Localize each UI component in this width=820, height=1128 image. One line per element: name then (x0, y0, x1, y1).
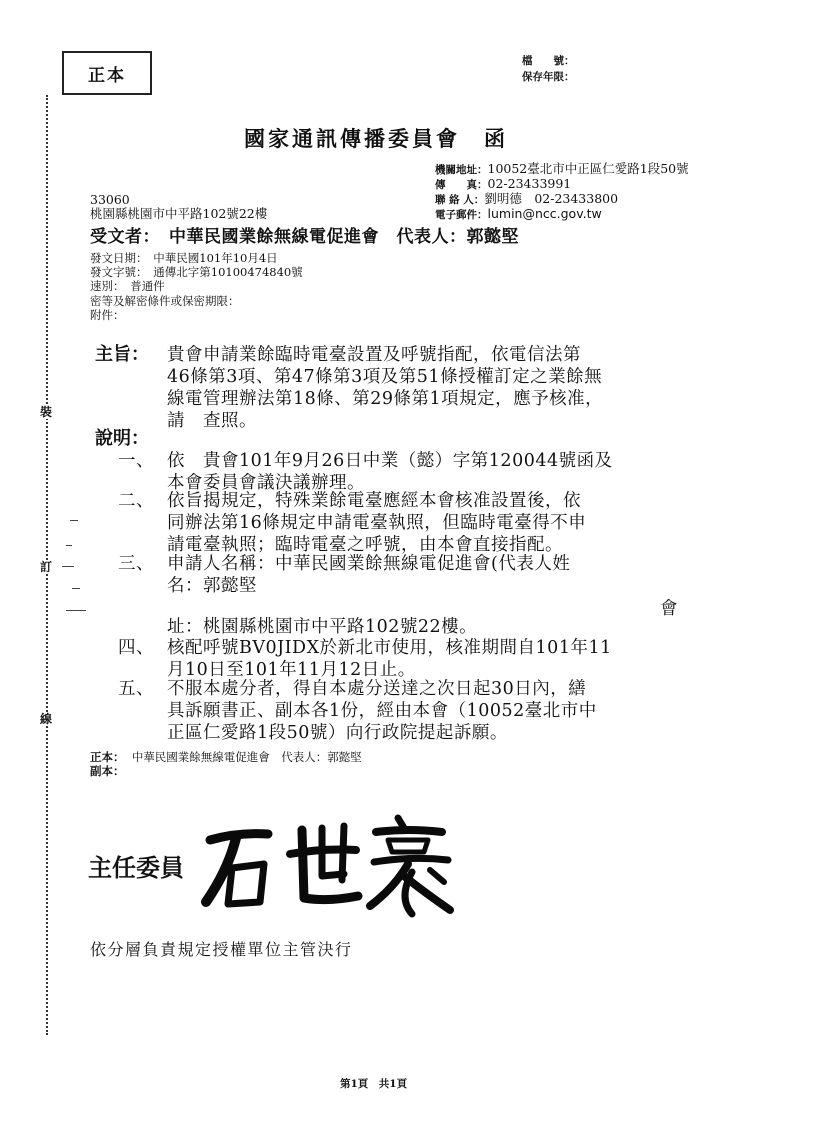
original-copy-recipient: 中華民國業餘無線電促進會 代表人：郭懿堅 (131, 750, 362, 764)
explanation-item-2 (167, 490, 586, 556)
distribution-original (90, 751, 362, 764)
original-copy-stamp: 正本 (62, 51, 152, 95)
subject-line: 貴會申請業餘臨時電臺設置及呼號指配，依電信法第 (167, 345, 581, 365)
document-title: 國家通訊傳播委員會 函 (244, 126, 508, 151)
scan-artifact (62, 566, 74, 567)
sender-fax: 02-23433991 (487, 176, 572, 191)
explanation-line: 本會委員會議決議辦理。 (167, 473, 365, 493)
page-number: 第1頁 共1頁 (340, 1078, 408, 1090)
explanation-line: 不服本處分者，得自本處分送達之次日起30日內，繕 (167, 679, 587, 699)
explanation-item-4 (167, 637, 612, 681)
sender-block (435, 162, 689, 222)
attachment: 附件： (90, 308, 125, 322)
signatory-title: 主任委員 (88, 853, 184, 882)
explanation-item-4-num: 四、 (118, 638, 154, 658)
explanation-item-1-num: 一、 (118, 451, 154, 471)
binding-mark-xian: 線 (40, 712, 53, 726)
recipient-address: 桃園縣桃園市中平路102號22樓 (90, 206, 268, 221)
explanation-line: 請電臺執照；臨時電臺之呼號，由本會直接指配。 (167, 535, 563, 555)
explanation-item-5 (167, 678, 597, 744)
explanation-item-3-address: 址：桃園縣桃園市中平路102號22樓。 (167, 617, 478, 637)
handwritten-signature (198, 810, 458, 920)
document-number: 發文字號： 通傳北字第10100474840號 (90, 265, 303, 279)
subject-line: 46條第3項、第47條第3項及第51條授權訂定之業餘無 (167, 367, 603, 387)
delegation-note: 依分層負責規定授權單位主管決行 (90, 940, 353, 959)
sender-address: 10052臺北市中正區仁愛路1段50號 (487, 161, 689, 176)
explanation-item-5-num: 五、 (118, 679, 154, 699)
scan-artifact (66, 610, 86, 611)
explanation-line: 月10日至101年11月12日止。 (167, 660, 416, 680)
carbon-copy-label: 副本： (90, 764, 125, 778)
file-number-label: 檔 號： (522, 55, 575, 67)
email-label: 電子郵件： (435, 209, 488, 221)
recipient-postal-code: 33060 (90, 192, 130, 207)
explanation-item-2-num: 二、 (118, 491, 154, 511)
recipient-line: 受文者： 中華民國業餘無線電促進會 代表人：郭懿堅 (90, 227, 519, 247)
issue-date: 發文日期： 中華民國101年10月4日 (90, 251, 278, 265)
explanation-line: 正區仁愛路1段50號）向行政院提起訴願。 (167, 723, 508, 743)
explanation-line: 同辦法第16條規定申請電臺執照，但臨時電臺得不申 (167, 513, 587, 533)
sender-email: lumin@ncc.gov.tw (487, 206, 602, 221)
binding-mark-ding: 訂 (40, 560, 53, 574)
scan-artifact (66, 545, 72, 546)
subject-line: 線電管理辦法第18條、第29條第1項規定，應予核准， (167, 389, 604, 409)
explanation-line: 名：郭懿堅 (167, 576, 257, 596)
explanation-line: 依旨揭規定，特殊業餘電臺應經本會核准設置後，依 (167, 491, 581, 511)
sender-contact: 劉明德 02-23433800 (484, 191, 619, 206)
explanation-item-1 (167, 450, 613, 494)
retention-period-label: 保存年限： (522, 71, 575, 83)
explanation-line: 具訴願書正、副本各1份，經由本會（10052臺北市中 (167, 701, 597, 721)
subject-text (167, 344, 603, 432)
fax-label: 傳 真： (435, 179, 488, 191)
address-label: 機關地址： (435, 164, 488, 176)
speed-category: 速別： 普通件 (90, 279, 165, 293)
explanation-item-3 (167, 553, 570, 597)
explanation-line: 依 貴會101年9月26日中業（懿）字第120044號函及 (167, 451, 613, 471)
scan-artifact (72, 588, 80, 589)
explanation-line: 申請人名稱：中華民國業餘無線電促進會(代表人姓 (167, 554, 571, 574)
explanation-item-3-num: 三、 (118, 554, 154, 574)
binding-mark-zhuang: 裝 (40, 405, 53, 419)
secrecy-level: 密等及解密條件或保密期限： (90, 294, 240, 308)
scan-artifact (70, 520, 78, 521)
distribution-copy (90, 765, 125, 778)
subject-line: 請 查照。 (167, 411, 257, 431)
contact-label: 聯 絡 人： (435, 194, 485, 206)
explanation-label: 說明： (95, 428, 149, 449)
explanation-line: 核配呼號BV0JIDX於新北市使用，核准期間自101年11 (167, 638, 612, 658)
original-copy-label: 正本： (90, 750, 125, 764)
explanation-item-3-continuation-char: 會 (660, 599, 678, 619)
subject-label: 主旨： (95, 344, 149, 365)
